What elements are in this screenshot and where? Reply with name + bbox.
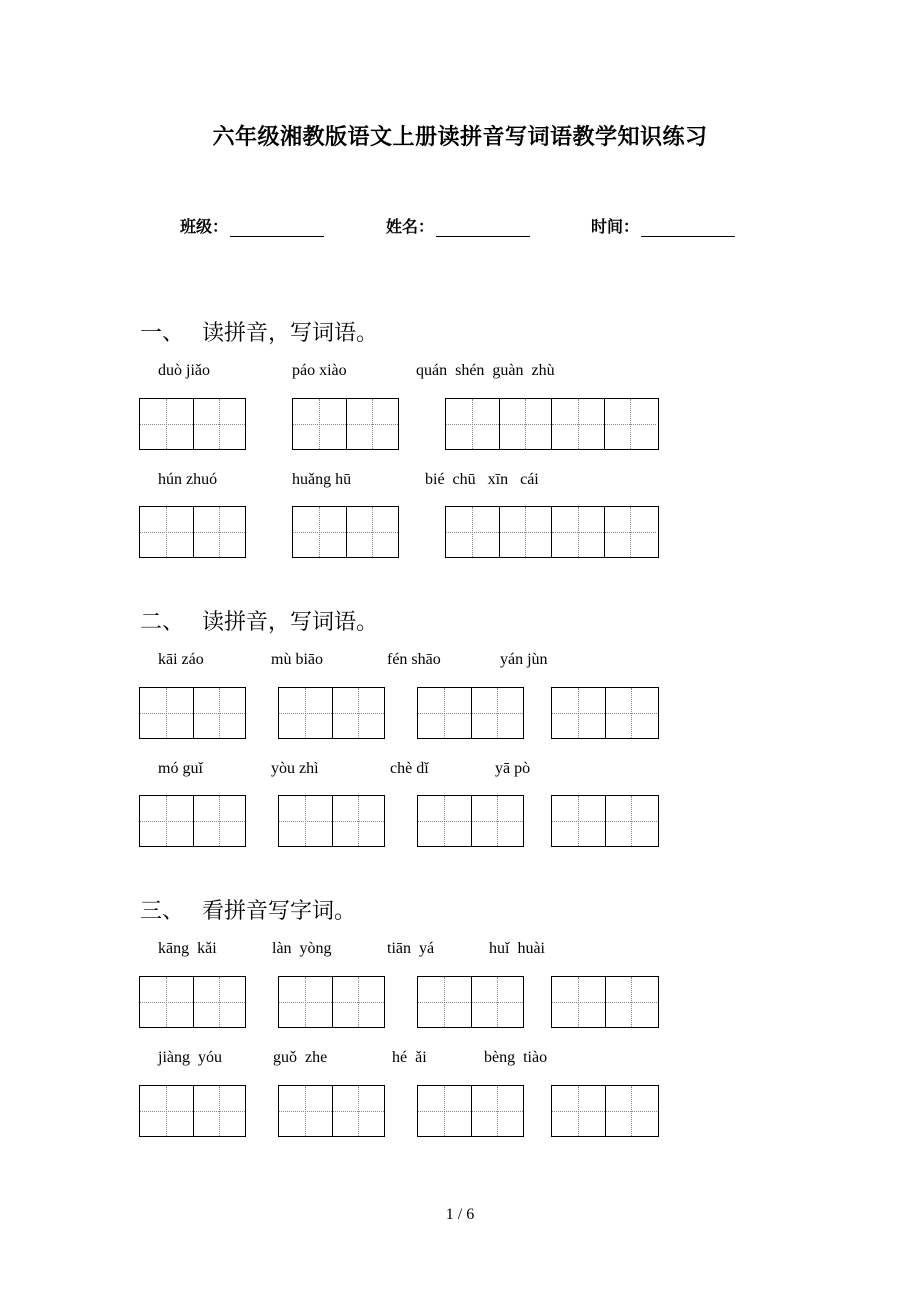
pinyin-label: guǒ zhe — [273, 1049, 328, 1066]
pinyin-label: páo xiào — [292, 362, 347, 379]
name-field — [386, 214, 530, 237]
character-cell[interactable] — [193, 977, 246, 1027]
character-cell[interactable] — [418, 1086, 471, 1136]
character-cell[interactable] — [346, 399, 399, 449]
class-blank[interactable] — [230, 218, 324, 237]
pinyin-label: tiān yá — [387, 940, 435, 957]
writing-grid[interactable] — [445, 398, 659, 450]
pinyin-label: quán shén guàn zhù — [416, 362, 555, 379]
character-cell[interactable] — [346, 507, 399, 557]
character-cell[interactable] — [193, 688, 246, 738]
character-cell[interactable] — [499, 399, 552, 449]
character-cell[interactable] — [605, 977, 658, 1027]
character-cell[interactable] — [293, 507, 346, 557]
character-cell[interactable] — [140, 399, 193, 449]
character-cell[interactable] — [446, 507, 499, 557]
time-field — [591, 214, 735, 237]
character-cell[interactable] — [471, 977, 524, 1027]
section-2-heading — [140, 605, 378, 636]
writing-grid[interactable] — [139, 506, 246, 558]
pinyin-label: jiàng yóu — [158, 1049, 222, 1066]
character-cell[interactable] — [446, 399, 499, 449]
pinyin-label: yā pò — [495, 760, 531, 777]
section-title: 读拼音，写词语。 — [202, 321, 379, 346]
pinyin-label: làn yòng — [272, 940, 332, 957]
writing-grid[interactable] — [139, 976, 246, 1028]
section-3-heading — [140, 894, 356, 925]
writing-grid[interactable] — [417, 976, 524, 1028]
pinyin-label: fén shāo — [387, 651, 441, 668]
writing-grid[interactable] — [551, 795, 659, 847]
writing-grid[interactable] — [139, 687, 246, 739]
pinyin-label: chè dǐ — [390, 760, 429, 777]
writing-grid[interactable] — [278, 976, 385, 1028]
writing-grid[interactable] — [551, 976, 659, 1028]
writing-grid[interactable] — [139, 398, 246, 450]
character-cell[interactable] — [552, 977, 605, 1027]
writing-grid[interactable] — [417, 687, 524, 739]
page-number: 1 / 6 — [445, 1206, 475, 1223]
writing-grid[interactable] — [417, 1085, 524, 1137]
writing-grid[interactable] — [278, 687, 385, 739]
section-number: 一、 — [140, 321, 185, 346]
pinyin-label: bié chū xīn cái — [425, 471, 539, 488]
pinyin-label: yòu zhì — [271, 760, 319, 777]
writing-grid[interactable] — [445, 506, 659, 558]
character-cell[interactable] — [140, 507, 193, 557]
page-title: 六年级湘教版语文上册读拼音写词语教学知识练习 — [212, 125, 708, 150]
pinyin-label: hé ǎi — [392, 1049, 427, 1066]
character-cell[interactable] — [604, 399, 657, 449]
character-cell[interactable] — [279, 1086, 332, 1136]
writing-grid[interactable] — [139, 795, 246, 847]
character-cell[interactable] — [279, 796, 332, 846]
section-number: 三、 — [140, 899, 185, 924]
character-cell[interactable] — [279, 977, 332, 1027]
character-cell[interactable] — [140, 796, 193, 846]
time-label: 时间： — [591, 217, 640, 236]
writing-grid[interactable] — [417, 795, 524, 847]
character-cell[interactable] — [332, 977, 385, 1027]
character-cell[interactable] — [193, 399, 246, 449]
pinyin-label: bèng tiào — [484, 1049, 548, 1066]
class-field — [180, 214, 324, 237]
pinyin-label: duò jiǎo — [158, 362, 210, 379]
character-cell[interactable] — [605, 1086, 658, 1136]
character-cell[interactable] — [332, 1086, 385, 1136]
character-cell[interactable] — [140, 977, 193, 1027]
character-cell[interactable] — [551, 399, 604, 449]
character-cell[interactable] — [604, 507, 657, 557]
character-cell[interactable] — [605, 688, 658, 738]
character-cell[interactable] — [332, 688, 385, 738]
section-number: 二、 — [140, 610, 185, 635]
character-cell[interactable] — [552, 688, 605, 738]
pinyin-label: kāng kǎi — [158, 940, 217, 957]
name-blank[interactable] — [436, 218, 530, 237]
character-cell[interactable] — [193, 507, 246, 557]
character-cell[interactable] — [418, 796, 471, 846]
writing-grid[interactable] — [551, 1085, 659, 1137]
name-label: 姓名： — [386, 217, 435, 236]
character-cell[interactable] — [140, 688, 193, 738]
section-title: 读拼音，写词语。 — [202, 610, 379, 635]
writing-grid[interactable] — [292, 506, 399, 558]
character-cell[interactable] — [293, 399, 346, 449]
pinyin-label: yán jùn — [500, 651, 548, 668]
writing-grid[interactable] — [139, 1085, 246, 1137]
character-cell[interactable] — [605, 796, 658, 846]
pinyin-label: huǐ huài — [489, 940, 545, 957]
pinyin-label: kāi záo — [158, 651, 204, 668]
writing-grid[interactable] — [292, 398, 399, 450]
writing-grid[interactable] — [278, 1085, 385, 1137]
character-cell[interactable] — [418, 977, 471, 1027]
character-cell[interactable] — [193, 1086, 246, 1136]
class-label: 班级： — [180, 217, 229, 236]
character-cell[interactable] — [471, 796, 524, 846]
character-cell[interactable] — [499, 507, 552, 557]
time-blank[interactable] — [641, 218, 735, 237]
character-cell[interactable] — [551, 507, 604, 557]
pinyin-label: mù biāo — [271, 651, 323, 668]
character-cell[interactable] — [140, 1086, 193, 1136]
writing-grid[interactable] — [278, 795, 385, 847]
character-cell[interactable] — [471, 1086, 524, 1136]
pinyin-label: hún zhuó — [158, 471, 218, 488]
character-cell[interactable] — [552, 796, 605, 846]
character-cell[interactable] — [279, 688, 332, 738]
character-cell[interactable] — [552, 1086, 605, 1136]
character-cell[interactable] — [193, 796, 246, 846]
character-cell[interactable] — [332, 796, 385, 846]
writing-grid[interactable] — [551, 687, 659, 739]
character-cell[interactable] — [418, 688, 471, 738]
section-title: 看拼音写字词。 — [202, 899, 357, 924]
section-1-heading — [140, 316, 378, 347]
pinyin-label: huǎng hū — [292, 471, 352, 488]
character-cell[interactable] — [471, 688, 524, 738]
pinyin-label: mó guǐ — [158, 760, 203, 777]
